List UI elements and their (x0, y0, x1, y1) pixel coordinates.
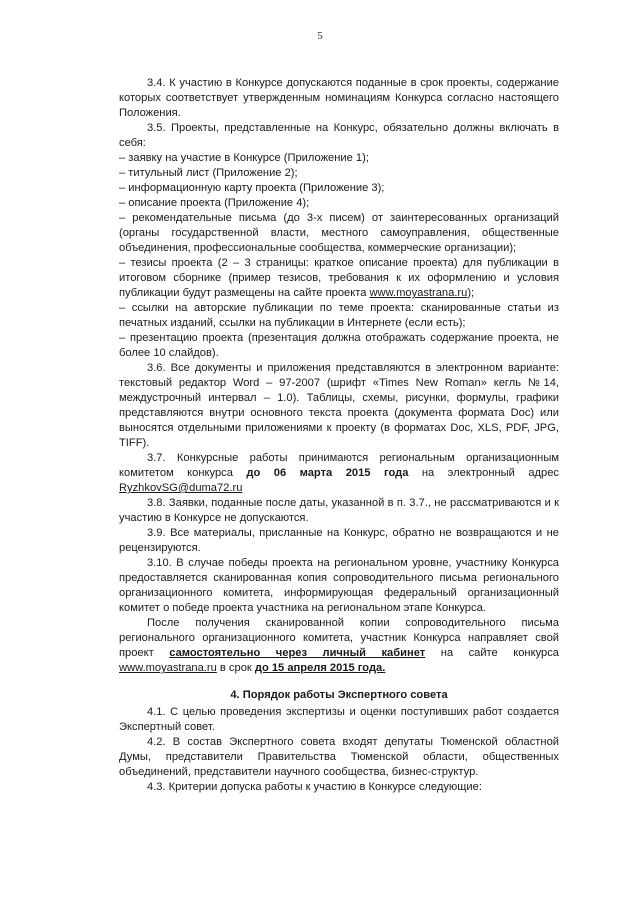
deadline-date: до 06 марта 2015 года (246, 467, 409, 479)
list-item: – заявку на участие в Конкурсе (Приложение 1); (119, 152, 369, 164)
paragraph-3-4: 3.4. К участию в Конкурсе допускаются поданные в срок проекты, содержание которых соответствует утвержденным номинациям Конкурса согласно настоящего Положения. (119, 77, 559, 119)
personal-cabinet-text: самостоятельно через личный кабинет (169, 647, 426, 659)
list-item: – презентацию проекта (презентация должна отображать содержание проекта, не более 10 слайдов). (119, 332, 559, 359)
page-number: 5 (317, 30, 323, 42)
paragraph-after-text-b: на сайте конкурса (425, 647, 559, 659)
paragraph-4-3: 4.3. Критерии допуска работы к участию в Конкурсе следующие: (147, 781, 482, 793)
site-link[interactable]: www.moyastrana.ru (369, 287, 468, 299)
paragraph-3-7 (119, 451, 559, 496)
paragraph-3-8: 3.8. Заявки, поданные после даты, указанной в п. 3.7., не рассматриваются и к участию в Конкурсе не допускаются. (119, 497, 559, 524)
list-item: – ссылки на авторские публикации по теме проекта: сканированные статьи из печатных изданий, ссылки на публикации в Интернете (если есть); (119, 302, 559, 329)
list-item-tail: ); (467, 287, 475, 299)
paragraph-after-text-c: в срок (216, 662, 255, 674)
list-item: – описание проекта (Приложение 4); (119, 197, 310, 209)
document-body (119, 76, 559, 795)
paragraph-3-7-text-b: на электронный адрес (408, 467, 559, 479)
paragraph-after-text: После получения сканированной копии сопроводительного письма регионального организационного комитета, участник Конкурса направляет свой проект (119, 617, 559, 659)
list-item (119, 256, 559, 301)
email-link[interactable]: RyzhkovSG@duma72.ru (119, 482, 243, 494)
paragraph-3-9: 3.9. Все материалы, присланные на Конкурс, обратно не возвращаются и не рецензируются. (119, 527, 559, 554)
paragraph-4-2: 4.2. В состав Экспертного совета входят депутаты Тюменской областной Думы, представители Правительства Тюменской области, общественных объединений, представители научного сообщества, бизнес-структур. (119, 736, 559, 778)
paragraph-3-5: 3.5. Проекты, представленные на Конкурс, обязательно должны включать в себя: (119, 122, 559, 149)
section-4-heading: 4. Порядок работы Экспертного совета (230, 689, 448, 701)
final-deadline: до 15 апреля 2015 года. (254, 662, 386, 674)
paragraph-4-1: 4.1. С целью проведения экспертизы и оценки поступивших работ создается Экспертный совет. (119, 706, 559, 733)
list-item: – рекомендательные письма (до 3-х писем) от заинтересованных организаций (органы государственной власти, местного самоуправления, общественные объединения, профессиональные сообщества, коммерческие организации); (119, 212, 559, 254)
paragraph-3-6: 3.6. Все документы и приложения представляются в электронном варианте: текстовый редактор Word – 97-2007 (шрифт «Times New Roman» кегль №14, междустрочный интервал – 1.0). Таблицы, схемы, рисунки, формулы, графики представляются внутри основного текста проекта (документа формата Doc) или выносятся отдельными приложениями к проекту (в форматах Doc, XLS, PDF, JPG, TIFF). (119, 362, 559, 449)
list-item: – информационную карту проекта (Приложение 3); (119, 182, 385, 194)
paragraph-after-scan (119, 616, 559, 676)
list-item: – титульный лист (Приложение 2); (119, 167, 298, 179)
list-item-text: – тезисы проекта (2 – 3 страницы: краткое описание проекта) для публикации в итоговом сборнике (пример тезисов, требования к их оформлению и условия публикации будут размещены на сайте проекта (119, 257, 559, 299)
site-link[interactable]: www.moyastrana.ru (119, 662, 217, 674)
paragraph-3-10: 3.10. В случае победы проекта на региональном уровне, участнику Конкурса предоставляется сканированная копия сопроводительного письма регионального организационного комитета, информирующая федеральный организационный комитет о победе проекта участника на региональном этапе Конкурса. (119, 557, 559, 614)
paragraph-3-7-text: 3.7. Конкурсные работы принимаются региональным организационным комитетом конкурса (119, 452, 559, 479)
